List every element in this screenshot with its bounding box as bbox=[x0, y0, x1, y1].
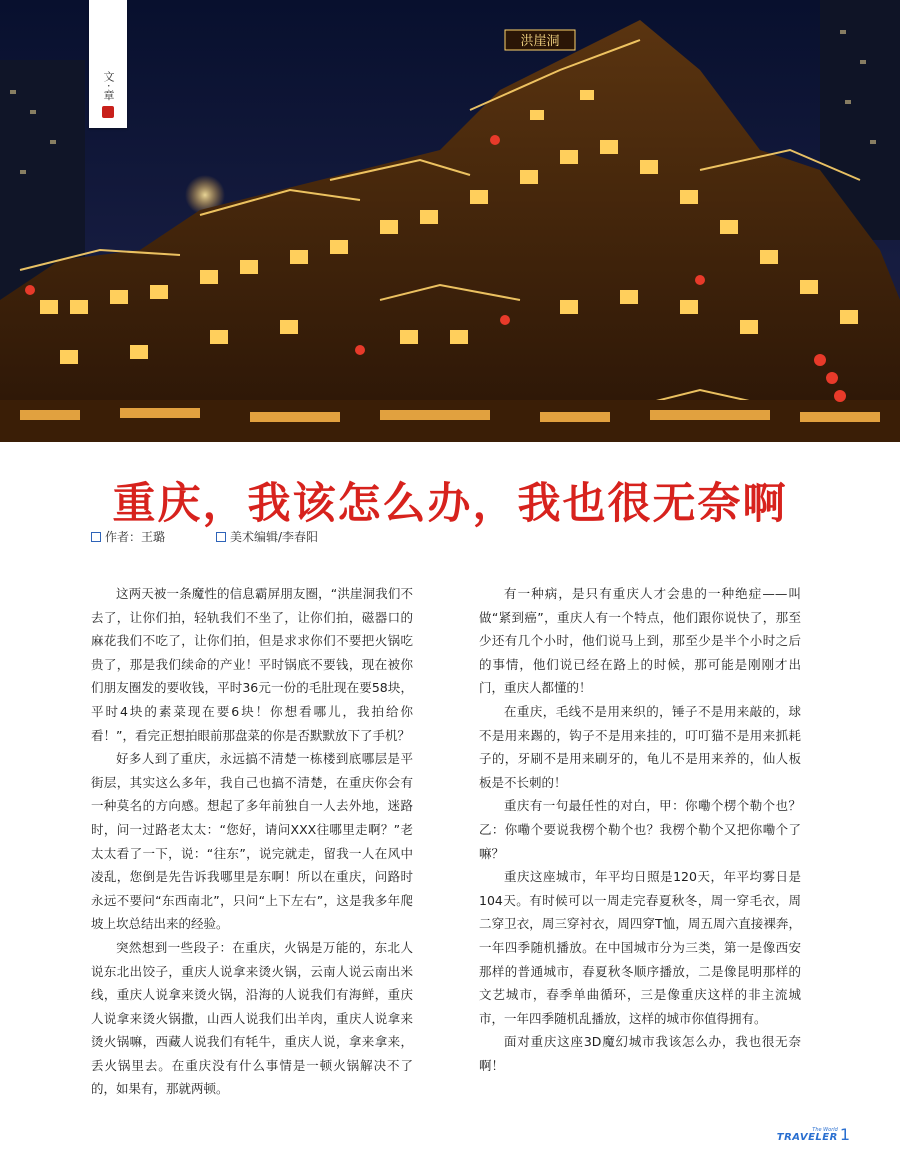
section-tab bbox=[89, 0, 127, 128]
brand-tagline: The World bbox=[812, 1127, 838, 1133]
hero-sign-text: 洪崖洞 bbox=[520, 34, 560, 49]
paragraph: 突然想到一些段子：在重庆，火锅是万能的，东北人说东北出饺子，重庆人说拿来烫火锅，云南人说云南出米线，重庆人说拿来烫火锅，沿海的人说我们有海鲜，重庆人说拿来烫火锅撒，山西人说我们出羊肉，重庆人说拿来烫火锅嘛，西藏人说我们有牦牛，重庆人说，拿来拿来，丢火锅里去。在重庆没有什么事情是一顿火锅解决不了的，如果有，那就两顿。 bbox=[91, 939, 413, 1097]
paragraph: 这两天被一条魔性的信息霸屏朋友圈，“洪崖洞我们不去了，让你们拍，轻轨我们不坐了，让你们拍，磁器口的麻花我们不吃了，让你们拍，但是求求你们不要把火锅吃贵了，那是我们续命的产业！平时锅底不要钱，现在被你们朋友圈发的要收钱，平时36元一份的毛肚现在要58块，平时4块的素菜现在要6块！你想看哪儿，我拍给你看！”，看完正想拍眼前那盘菜的你是否默默放下了手机？ bbox=[91, 586, 413, 743]
paragraph: 有一种病，是只有重庆人才会患的一种绝症——叫做“紧到癌”，重庆人有一个特点，他们跟你说快了，那至少还有几个小时，他们说马上到，那至少是半个小时之后的事情，他们说已经在路上的时候，那可能是刚刚才出门，重庆人都懂的！ bbox=[479, 586, 801, 696]
article-title: 重庆，我该怎么办，我也很无奈啊 bbox=[112, 479, 788, 529]
brand-name: TRAVELER bbox=[776, 1132, 838, 1143]
paragraph: 面对重庆这座3D魔幻城市我该怎么办，我也很无奈啊！ bbox=[479, 1034, 801, 1073]
hongyadong-night-illustration bbox=[0, 0, 900, 442]
paragraph: 好多人到了重庆，永远搞不清楚一栋楼到底哪层是平街层，其实这么多年，我自己也搞不清楚，在重庆你会有一种莫名的方向感。想起了多年前独自一人去外地，迷路时，问一过路老太太：“您好，请问XXX往哪里走啊？”老太太看了一下，说：“往东”，说完就走，留我一人在风中凌乱，您倒是先告诉我哪里是东啊！所以在重庆，问路时永远不要问“东西南北”，只问“上下左右”，这是我多年爬坡上坎总结出来的经验。 bbox=[91, 751, 413, 932]
magazine-logo bbox=[777, 1128, 838, 1143]
section-tab-label: 文·章 bbox=[102, 70, 115, 102]
article-column-left bbox=[91, 582, 413, 1101]
page-footer bbox=[777, 1127, 850, 1143]
article-column-right bbox=[479, 582, 801, 1077]
page-number: 1 bbox=[839, 1125, 850, 1144]
paragraph: 在重庆，毛线不是用来织的，锤子不是用来敲的，球不是用来踢的，钩子不是用来挂的，叮叮猫不是用来抓耗子的，牙刷不是用来刷牙的，龟儿不是用来养的，仙人板板是不长刺的！ bbox=[479, 703, 801, 790]
seal-stamp-icon bbox=[102, 106, 114, 118]
paragraph: 重庆这座城市，年平均日照是120天，年平均雾日是104天。有时候可以一周走完春夏秋冬，周一穿毛衣，周二穿卫衣，周三穿衬衣，周四穿T恤，周五周六直接裸奔，一年四季随机播放。在中国城市分为三类，第一是像西安那样的普通城市，春夏秋冬顺序播放，二是像昆明那样的文艺城市，春季单曲循环，三是像重庆这样的非主流城市，一年四季随机乱播放，这样的城市你值得拥有。 bbox=[479, 869, 801, 1026]
square-bullet-icon bbox=[91, 532, 101, 542]
paragraph: 重庆有一句最任性的对白，甲：你嘞个楞个勒个也？乙：你嘞个要说我楞个勒个也？我楞个勒个又把你嘞个了嘛？ bbox=[479, 798, 801, 861]
square-bullet-icon bbox=[216, 532, 226, 542]
author-credit bbox=[91, 528, 165, 545]
editor-text: 美术编辑/李春阳 bbox=[230, 530, 319, 544]
editor-credit bbox=[216, 528, 318, 545]
author-text: 作者：王璐 bbox=[105, 530, 166, 544]
hero-photo bbox=[0, 0, 900, 442]
